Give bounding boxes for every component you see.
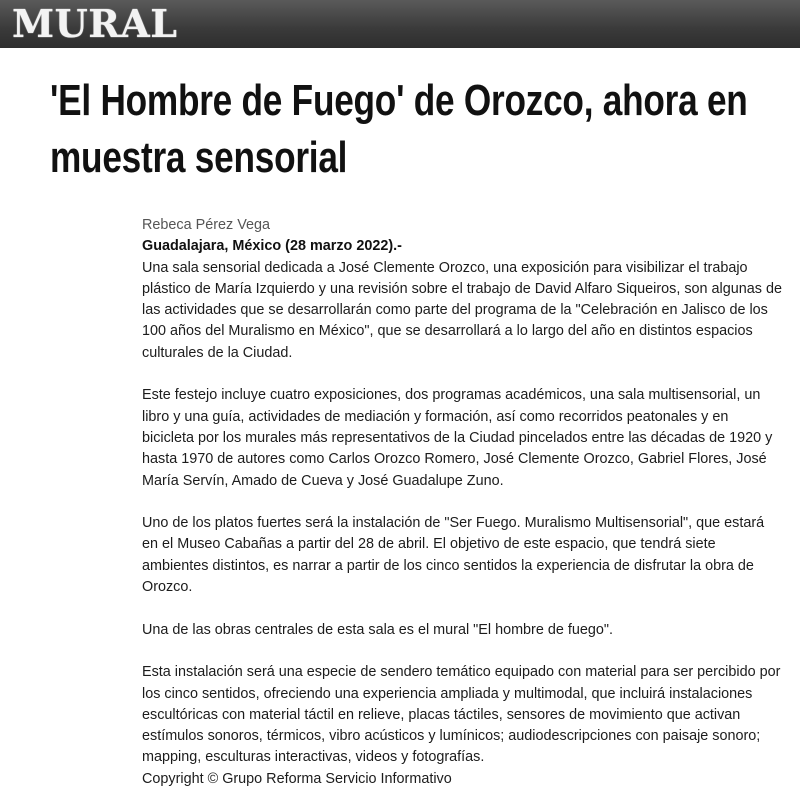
mural-logo[interactable]: MURAL (12, 1, 178, 46)
article-dateline: Guadalajara, México (28 marzo 2022).- (142, 238, 402, 255)
article-headline: 'El Hombre de Fuego' de Orozco, ahora en muestra sensorial (50, 76, 748, 182)
article-paragraph-3: Uno de los platos fuertes será la instalación de "Ser Fuego. Muralismo Multisensorial", que estará en el Museo Cabañas a partir del 28 de abril. El objetivo de este espacio, que tendrá siete ambientes distintos, es narrar a partir de los cinco sentidos la experiencia de disfrutar la obra de Orozco. (142, 515, 765, 596)
article-author: Rebeca Pérez Vega (142, 217, 271, 233)
article-paragraph-1: Una sala sensorial dedicada a José Clemente Orozco, una exposición para visibilizar el trabajo plástico de María Izquierdo y una revisión sobre el trabajo de David Alfaro Siqueiros, son algunas de las actividades que se desarrollarán como parte del programa de la "Celebración en Jalisco de los 100 años del Muralismo en México", que se desarrollará a lo largo del año en distintos espacios culturales de la Ciudad. (142, 259, 782, 361)
masthead (0, 0, 800, 48)
article-body (142, 215, 782, 790)
copyright-notice: Copyright © Grupo Reforma Servicio Informativo (142, 770, 452, 787)
article-paragraph-5: Esta instalación será una especie de sendero temático equipado con material para ser percibido por los cinco sentidos, ofreciendo una experiencia ampliada y multimodal, que incluirá instalaciones escultóricas con material táctil en relieve, placas táctiles, sensores de movimiento que activan estímulos sonoros, térmicos, vibro acústicos y lumínicos; audiodescripciones con paisaje sonoro; mapping, esculturas interactivas, videos y fotografías. (142, 664, 781, 766)
article-paragraph-4: Una de las obras centrales de esta sala es el mural "El hombre de fuego". (142, 621, 613, 638)
article-paragraph-2: Este festejo incluye cuatro exposiciones, dos programas académicos, una sala multisensorial, un libro y una guía, actividades de mediación y formación, así como recorridos peatonales y en bicicleta por los murales más representativos de la Ciudad pincelados entre las décadas de 1920 y hasta 1970 de autores como Carlos Orozco Romero, José Clemente Orozco, Gabriel Flores, José María Servín, Amado de Cueva y José Guadalupe Zuno. (142, 387, 773, 489)
